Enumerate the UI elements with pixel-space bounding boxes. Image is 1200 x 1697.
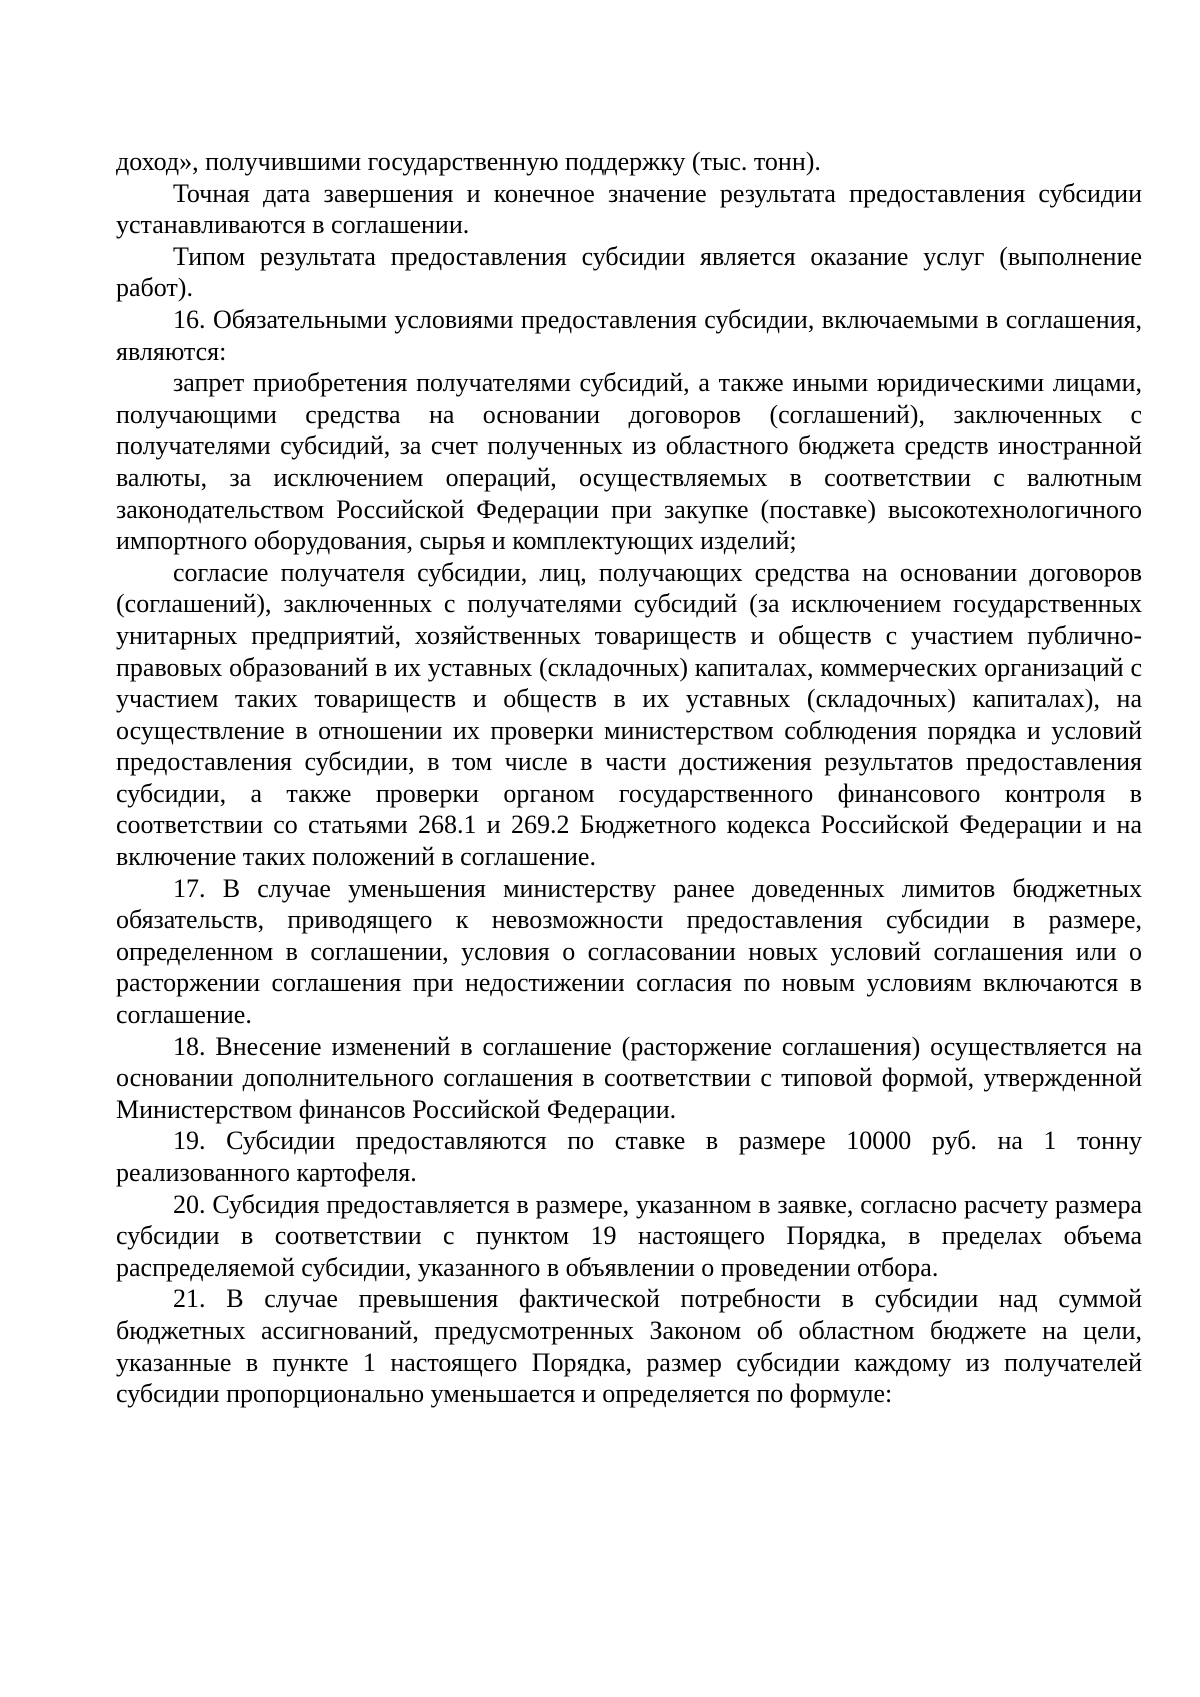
- paragraph-result-date: Точная дата завершения и конечное значение результата предоставления субсидии устанавливаются в соглашении.: [116, 178, 1142, 240]
- document-body: [116, 146, 1142, 1410]
- paragraph-20: 20. Субсидия предоставляется в размере, указанном в заявке, согласно расчету размера субсидии в соответствии с пунктом 19 настоящего Порядка, в пределах объема распределяемой субсидии, указанного в объявлении о проведении отбора.: [116, 1189, 1142, 1282]
- paragraph-17: 17. В случае уменьшения министерству ранее доведенных лимитов бюджетных обязательств, приводящего к невозможности предоставления субсидии в размере, определенном в соглашении, условия о согласовании новых условий соглашения или о расторжении соглашения при недостижении согласия по новым условиям включаются в соглашение.: [116, 873, 1142, 1030]
- paragraph-continuation: доход», получившими государственную поддержку (тыс. тонн).: [116, 147, 821, 176]
- paragraph-16: 16. Обязательными условиями предоставления субсидии, включаемыми в соглашения, являются:: [116, 304, 1142, 366]
- paragraph-result-type: Типом результата предоставления субсидии является оказание услуг (выполнение работ).: [116, 241, 1142, 303]
- paragraph-19: 19. Субсидии предоставляются по ставке в размере 10000 руб. на 1 тонну реализованного картофеля.: [116, 1126, 1142, 1187]
- paragraph-16-currency-ban: запрет приобретения получателями субсидий, а также иными юридическими лицами, получающими средства на основании договоров (соглашений), заключенных с получателями субсидий, за счет полученных из областного бюджета средств иностранной валюты, за исключением операций, осуществляемых в соответствии с валютным законодательством Российской Федерации при закупке (поставке) высокотехнологичного импортного оборудования, сырья и комплектующих изделий;: [116, 368, 1142, 556]
- paragraph-21: 21. В случае превышения фактической потребности в субсидии над суммой бюджетных ассигнований, предусмотренных Законом об областном бюджете на цели, указанные в пункте 1 настоящего Порядка, размер субсидии каждому из получателей субсидии пропорционально уменьшается и определяется по формуле:: [116, 1284, 1142, 1409]
- paragraph-16-consent: согласие получателя субсидии, лиц, получающих средства на основании договоров (соглашений), заключенных с получателями субсидий (за исключением государственных унитарных предприятий, хозяйственных товариществ и обществ с участием публично-правовых образований в их уставных (складочных) капиталах, коммерческих организаций с участием таких товариществ и обществ в их уставных (складочных) капиталах), на осуществление в отношении их проверки министерством соблюдения порядка и условий предоставления субсидии, в том числе в части достижения результатов предоставления субсидии, а также проверки органом государственного финансового контроля в соответствии со статьями 268.1 и 269.2 Бюджетного кодекса Российской Федерации и на включение таких положений в соглашение.: [116, 557, 1142, 872]
- paragraph-18: 18. Внесение изменений в соглашение (расторжение соглашения) осуществляется на основании дополнительного соглашения в соответствии с типовой формой, утвержденной Министерством финансов Российской Федерации.: [116, 1031, 1142, 1124]
